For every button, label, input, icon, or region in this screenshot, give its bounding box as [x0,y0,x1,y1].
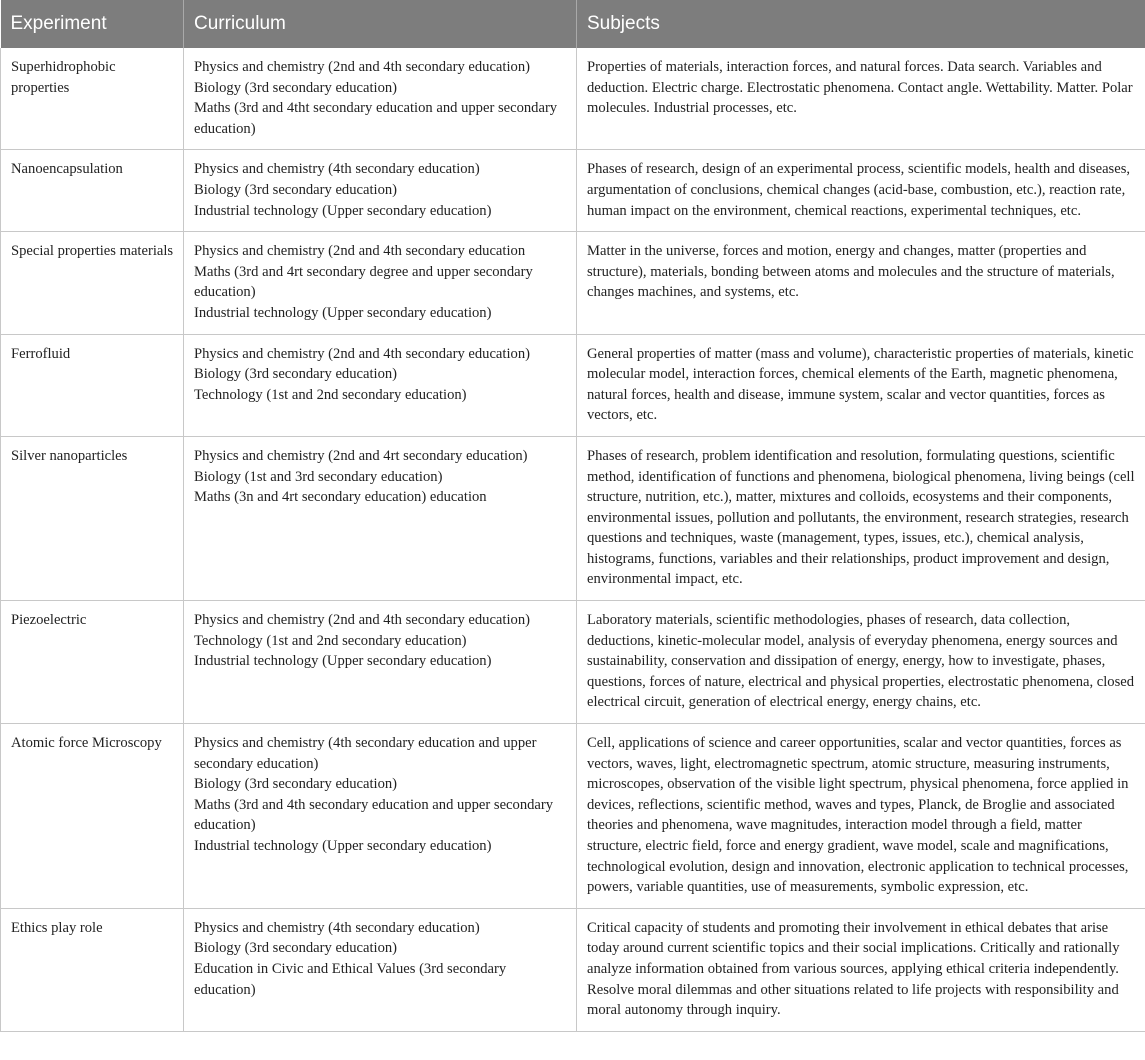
curriculum-line: Biology (1st and 3rd secondary education) [194,468,443,485]
experiment-cell: Atomic force Microscopy [1,724,184,909]
curriculum-line: Biology (3rd secondary education) [194,181,398,198]
experiment-cell: Nanoencapsulation [1,150,184,232]
subjects-cell: Phases of research, design of an experimental process, scientific models, health and diseases, argumentation of conclusions, chemical changes (acid-base, combustion, etc.), reaction rate, human impact on the environment, chemical reactions, experimental techniques, etc. [577,150,1145,232]
curriculum-line: Physics and chemistry (4th secondary education and upper secondary education) [194,735,537,772]
subjects-cell: Phases of research, problem identification and resolution, formulating questions, scientific method, identification of functions and phenomena, biological phenomena, living beings (cell structure, nutrition, etc.), matter, mixtures and colloids, ecosystems and their components, environmental issues, pollution and pollutants, the environment, research strategies, research questions and techniques, waste (management, types, issues, etc.), chemical analysis, histograms, functions, variables and their relationships, product improvement and design, environmental impact, etc. [577,436,1145,600]
table-row [1,334,1145,436]
curriculum-line: Biology (3rd secondary education) [194,79,398,96]
curriculum-cell [184,436,577,600]
curriculum-line: Physics and chemistry (4th secondary education) [194,919,480,936]
table-header-row [1,0,1145,48]
table-row [1,232,1145,334]
curriculum-line: Industrial technology (Upper secondary education) [194,838,492,854]
experiment-cell: Special properties materials [1,232,184,334]
curriculum-cell [184,150,577,232]
experiment-cell: Ferrofluid [1,334,184,436]
experiment-cell: Ethics play role [1,908,184,1031]
header-curriculum: Curriculum [184,0,577,48]
curriculum-line: Technology (1st and 2nd secondary education) [194,632,467,649]
subjects-cell: Cell, applications of science and career opportunities, scalar and vector quantities, forces as vectors, waves, light, electromagnetic spectrum, atomic structure, measuring instruments, microscopes, observation of the visible light spectrum, physical phenomena, force applied in devices, reflections, scientific method, waves and types, Planck, de Broglie and associated theories and phenomena, wave magnitudes, interaction model through a field, matter structure, electric field, force and energy gradient, wave model, scale and magnifications, technological evolution, design and innovation, electronic application to technical processes, powers, variable quantities, use of measurements, symbolic expression, etc. [577,724,1145,909]
curriculum-line: Maths (3rd and 4rt secondary degree and upper secondary education) [194,263,533,301]
curriculum-line: Maths (3rd and 4tht secondary education and upper secondary education) [194,100,558,137]
table-row [1,908,1145,1031]
table-row [1,48,1145,150]
experiment-cell: Superhidrophobic properties [1,48,184,150]
curriculum-cell [184,48,577,150]
curriculum-line: Industrial technology (Upper secondary education) [194,653,492,670]
curriculum-line: Industrial technology (Upper secondary education) [194,202,492,219]
curriculum-cell [184,724,577,909]
curriculum-line: Physics and chemistry (2nd and 4th secondary education) [194,59,530,75]
subjects-cell: General properties of matter (mass and volume), characteristic properties of materials, kinetic molecular model, interaction forces, chemical elements of the Earth, magnetic phenomena, natural forces, health and disease, immune system, scalar and vector quantities, forces as vectors, etc. [577,334,1145,436]
curriculum-cell [184,334,577,436]
table-row [1,724,1145,909]
table-row [1,601,1145,724]
curriculum-line: Biology (3rd secondary education) [194,366,398,383]
subjects-cell: Laboratory materials, scientific methodologies, phases of research, data collection, deductions, kinetic-molecular model, analysis of everyday phenomena, energy sources and sustainability, conservation and dissipation of energy, energy, how to investigate, phases, questions, forces of nature, electrical and physical properties, electrostatic phenomena, closed electrical circuit, generation of electrical energy, energy chains, etc. [577,601,1145,724]
table-body [1,48,1145,1031]
curriculum-line: Maths (3n and 4rt secondary education) education [194,489,487,506]
curriculum-line: Physics and chemistry (2nd and 4th secondary education [194,243,526,260]
header-experiment: Experiment [1,0,184,48]
experiment-cell: Silver nanoparticles [1,436,184,600]
curriculum-line: Physics and chemistry (2nd and 4th secondary education) [194,345,530,362]
curriculum-line: Biology (3rd secondary education) [194,776,398,793]
subjects-cell: Matter in the universe, forces and motion, energy and changes, matter (properties and structure), materials, bonding between atoms and molecules and the structure of materials, changes machines, and systems, etc. [577,232,1145,334]
curriculum-cell [184,601,577,724]
curriculum-line: Physics and chemistry (4th secondary education) [194,161,480,178]
curriculum-line: Physics and chemistry (2nd and 4th secondary education) [194,612,530,629]
curriculum-line: Biology (3rd secondary education) [194,940,398,957]
experiment-cell: Piezoelectric [1,601,184,724]
subjects-cell: Critical capacity of students and promoting their involvement in ethical debates that arise today around current scientific topics and their social implications. Critically and rationally analyze information obtained from various sources, applying ethical criteria independently. Resolve moral dilemmas and other situations related to life projects with responsibility and moral autonomy through inquiry. [577,908,1145,1031]
subjects-cell: Properties of materials, interaction forces, and natural forces. Data search. Variables and deduction. Electric charge. Electrostatic phenomena. Contact angle. Wettability. Matter. Polar molecules. Industrial processes, etc. [577,48,1145,150]
curriculum-line: Education in Civic and Ethical Values (3rd secondary education) [194,960,507,998]
curriculum-line: Technology (1st and 2nd secondary education) [194,386,467,403]
curriculum-cell [184,908,577,1031]
table-row [1,436,1145,600]
curriculum-cell [184,232,577,334]
curriculum-line: Industrial technology (Upper secondary education) [194,304,492,321]
table-row [1,150,1145,232]
header-subjects: Subjects [577,0,1145,48]
curriculum-line: Physics and chemistry (2nd and 4rt secondary education) [194,447,528,464]
curriculum-line: Maths (3rd and 4th secondary education and upper secondary education) [194,796,554,834]
